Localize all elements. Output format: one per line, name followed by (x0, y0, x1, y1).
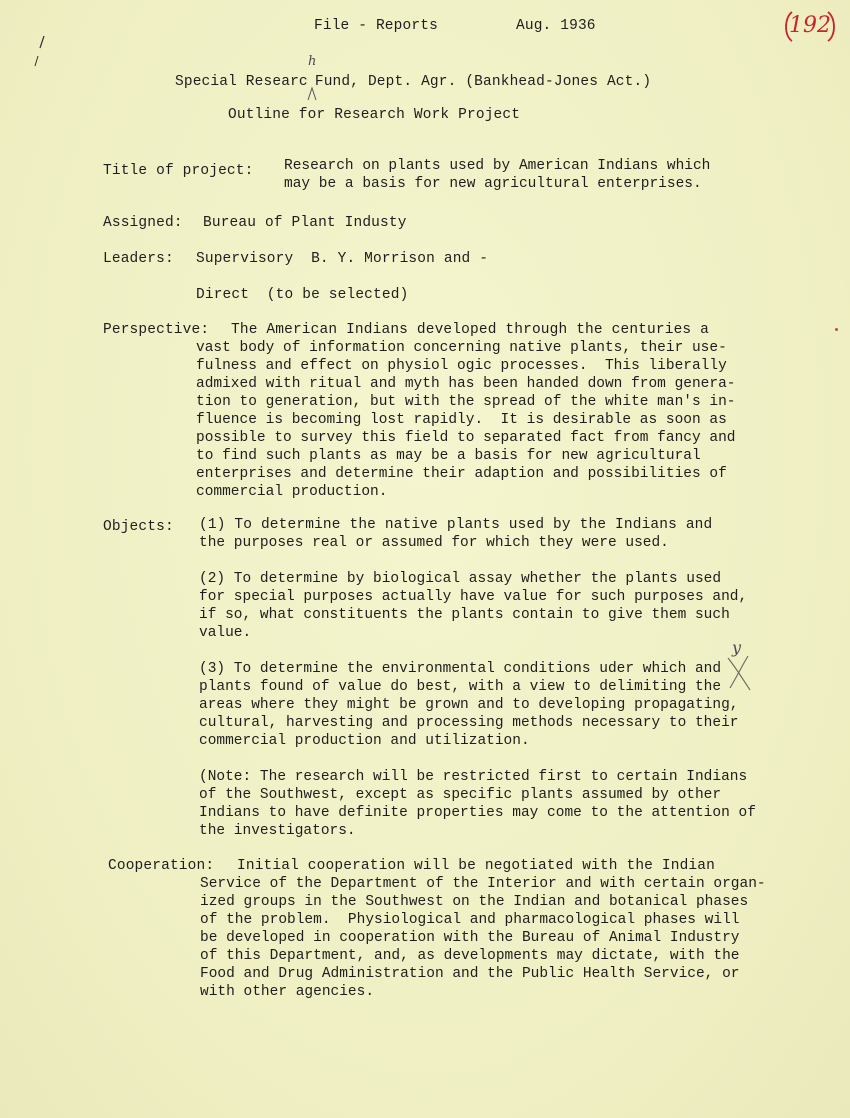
objects-item1-line: the purposes real or assumed for which they were used. (199, 535, 669, 551)
leaders-supervisory: Supervisory B. Y. Morrison and - (196, 251, 489, 267)
cooperation-line: Food and Drug Administration and the Public Health Service, or (200, 966, 740, 982)
perspective-line: vast body of information concerning native plants, their use- (196, 340, 727, 356)
perspective-line: to find such plants as may be a basis for new agricultural (196, 448, 701, 464)
objects-item2-line: (2) To determine by biological assay whether the plants used (199, 571, 722, 587)
cooperation-line: with other agencies. (200, 984, 375, 1000)
objects-item3-line: commercial production and utilization. (199, 733, 530, 749)
perspective-line: admixed with ritual and myth has been handed down from genera- (196, 376, 736, 392)
file-label: File - Reports (314, 18, 438, 34)
objects-note-line: Indians to have definite properties may come to the attention of (199, 805, 756, 821)
perspective-line: fulness and effect on physiol ogic processes. This liberally (196, 358, 727, 374)
document-date: Aug. 1936 (516, 18, 596, 34)
objects-label: Objects: (103, 519, 174, 535)
caret-icon (306, 84, 318, 102)
cooperation-line: Service of the Department of the Interior and with certain organ- (200, 876, 766, 892)
project-label: Title of project: (103, 163, 254, 179)
objects-item3 (199, 660, 739, 750)
project-value (284, 157, 710, 193)
objects-item3-line: plants found of value do best, with a view to delimiting the (199, 679, 722, 695)
assigned-label: Assigned: (103, 215, 183, 231)
title-line-1-part-1: Special Researc (175, 74, 308, 90)
perspective-label: Perspective: (103, 322, 210, 338)
handwritten-page-number: 192 (782, 8, 838, 44)
cooperation-first-line: Initial cooperation will be negotiated with the Indian (237, 858, 715, 874)
cooperation-line: be developed in cooperation with the Bureau of Animal Industry (200, 930, 740, 946)
strike-mark-icon (722, 652, 756, 694)
assigned-value: Bureau of Plant Industy (203, 215, 407, 231)
perspective-line: tion to generation, but with the spread of the white man's in- (196, 394, 736, 410)
cooperation-line: ized groups in the Southwest on the Indian and botanical phases (200, 894, 749, 910)
objects-item3-line: areas where they might be grown and to developing propagating, (199, 697, 739, 713)
cooperation-body (200, 875, 766, 1001)
objects-item2-line: value. (199, 625, 252, 641)
objects-item2-line: for special purposes actually have value for such purposes and, (199, 589, 748, 605)
objects-note (199, 768, 756, 840)
perspective-line: possible to survey this field to separated fact from fancy and (196, 430, 736, 446)
perspective-line: commercial production. (196, 484, 388, 500)
objects-item1-body (199, 534, 669, 552)
margin-dot-icon (835, 328, 838, 331)
objects-item2-line: if so, what constituents the plants contain to give them such (199, 607, 730, 623)
objects-item1-first: (1) To determine the native plants used by the Indians and (199, 517, 713, 533)
handwritten-insert: h (308, 54, 317, 69)
perspective-first-line: The American Indians developed through the centuries a (231, 322, 709, 338)
cooperation-label: Cooperation: (108, 858, 215, 874)
perspective-line: enterprises and determine their adaption and possibilities of (196, 466, 727, 482)
project-line: may be a basis for new agricultural enterprises. (284, 176, 702, 192)
perspective-line: fluence is becoming lost rapidly. It is desirable as soon as (196, 412, 727, 428)
leaders-direct: Direct (to be selected) (196, 287, 409, 303)
cooperation-line: of this Department, and, as developments may dictate, with the (200, 948, 740, 964)
objects-item3-line: cultural, harvesting and processing methods necessary to their (199, 715, 739, 731)
leaders-label: Leaders: (103, 251, 174, 267)
title-line-2: Outline for Research Work Project (228, 107, 521, 123)
objects-note-line: of the Southwest, except as specific plants assumed by other (199, 787, 722, 803)
margin-tick-icon (30, 34, 50, 68)
project-line: Research on plants used by American Indians which (284, 158, 711, 174)
handwritten-correction: y (732, 638, 742, 657)
objects-note-line: the investigators. (199, 823, 356, 839)
objects-item3-line: (3) To determine the environmental conditions uder which and (199, 661, 722, 677)
objects-item2 (199, 570, 747, 642)
title-line-1-part-2: Fund, Dept. Agr. (Bankhead-Jones Act.) (306, 74, 652, 90)
perspective-body (196, 339, 736, 501)
cooperation-line: of the problem. Physiological and pharmacological phases will (200, 912, 740, 928)
objects-note-line: (Note: The research will be restricted first to certain Indians (199, 769, 748, 785)
